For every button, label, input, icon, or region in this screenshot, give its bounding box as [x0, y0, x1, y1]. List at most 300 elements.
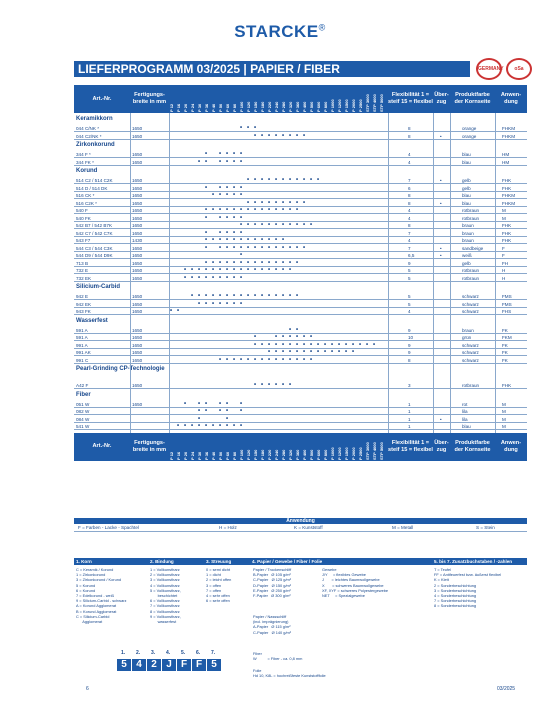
legend-folie: Folie Hd 10, K8L = hochreißfeste Kunststofffolie [253, 668, 326, 679]
grit-available-dot: • [268, 222, 271, 228]
grit-available-dot: • [212, 267, 215, 273]
grit-available-dot: • [247, 293, 250, 299]
grit-available-dot: • [303, 177, 306, 183]
header-fa: Produktfarbe der Kornseite [454, 439, 491, 453]
grit-available-dot: • [254, 356, 257, 363]
grit-available-dot: • [254, 259, 257, 266]
grit-available-dot: • [233, 184, 236, 191]
grit-available-dot: • [247, 259, 250, 266]
section-title: Korund [76, 168, 98, 174]
grit-available-dot: • [261, 244, 264, 251]
cell-breite: 1650 [132, 159, 143, 165]
banner-title: LIEFERPROGRAMM 03/2025 | PAPIER / FIBER [74, 61, 470, 77]
grit-available-dot: • [282, 244, 285, 251]
column-divider [450, 113, 451, 433]
header-an: Anwen-dung [500, 92, 522, 105]
anwendung-h: H = Holz [219, 525, 237, 530]
table-row [74, 401, 527, 408]
cell-breite: 1650 [132, 152, 143, 157]
cell-breite: 1650 [132, 350, 143, 355]
cell-anw: FHK [502, 185, 512, 191]
grit-available-dot: • [373, 341, 376, 348]
grit-available-dot: • [282, 259, 285, 266]
grit-available-dot: • [205, 267, 208, 273]
cell-art: 044 C2/NK * [76, 133, 102, 139]
grit-available-dot: • [240, 274, 243, 281]
grit-available-dot: • [310, 341, 313, 348]
grit-available-dot: • [296, 207, 299, 213]
cell-anw: M [502, 409, 506, 414]
cell-anw: M [502, 416, 506, 422]
column-divider [433, 113, 434, 433]
grit-available-dot: • [198, 267, 201, 273]
grit-available-dot: • [205, 214, 208, 221]
table-row [74, 185, 527, 192]
grit-available-dot: • [170, 308, 173, 314]
grit-available-dot: • [296, 349, 299, 355]
header-grit: P 180 [260, 101, 265, 112]
grit-available-dot: • [233, 423, 236, 429]
header-grit: P 1200 [337, 99, 342, 112]
section-title: Zirkonkorund [76, 142, 115, 148]
table-row [74, 416, 527, 423]
header-grit: P 240 [274, 449, 279, 460]
table-row [74, 215, 527, 222]
cell-flex: 1 [408, 409, 411, 414]
grit-available-dot: • [324, 341, 327, 348]
cell-flex: 5 [408, 294, 411, 299]
grit-available-dot: • [233, 229, 236, 236]
cell-flex: 9 [408, 327, 411, 333]
cell-art: 544 D9 / 544 D9K [76, 253, 113, 258]
header-grit: P 240 [274, 101, 279, 112]
header-an: Anwen-dung [500, 439, 522, 453]
grit-available-dot: • [317, 341, 320, 348]
grit-available-dot: • [303, 199, 306, 206]
grit-available-dot: • [240, 252, 243, 258]
cell-anw: F [502, 245, 505, 251]
grit-available-dot: • [205, 151, 208, 157]
grit-available-dot: • [268, 349, 271, 355]
table-row [74, 125, 527, 132]
grit-available-dot: • [268, 341, 271, 348]
cell-anw: FK [502, 327, 508, 333]
header-ue: Über-zug [434, 92, 449, 105]
column-divider [130, 113, 131, 433]
code-char: 5 [207, 659, 221, 671]
grit-available-dot: • [296, 177, 299, 183]
grit-available-dot: • [275, 267, 278, 273]
table-row [74, 267, 527, 274]
grit-available-dot: • [233, 214, 236, 221]
grit-available-dot: • [247, 207, 250, 213]
cell-ueber: • [440, 253, 442, 258]
grit-available-dot: • [226, 259, 229, 266]
badge-osa: oSa [506, 58, 532, 80]
grit-available-dot: • [254, 177, 257, 183]
cell-farbe: grün [462, 335, 472, 340]
cell-breite: 1650 [132, 230, 143, 236]
cell-flex: 7 [408, 245, 411, 251]
grit-available-dot: • [247, 222, 250, 228]
cell-flex: 1 [408, 401, 411, 407]
grit-available-dot: • [226, 267, 229, 273]
header-grit: P 60 [225, 451, 230, 460]
grit-available-dot: • [345, 341, 348, 348]
header-grit: P 1000 [330, 446, 335, 460]
grit-available-dot: • [191, 293, 194, 299]
table-row [74, 159, 527, 166]
grit-available-dot: • [233, 274, 236, 281]
grit-available-dot: • [296, 222, 299, 228]
grit-available-dot: • [268, 207, 271, 213]
grit-available-dot: • [219, 293, 222, 299]
grit-available-dot: • [261, 341, 264, 348]
cell-farbe: rot [462, 401, 468, 407]
grit-available-dot: • [219, 207, 222, 213]
legend-korn: C = Keramik / Korund 1 = Zirkonkorund 3 = Zirkonkorund / Korund 5 = Korund 6 = Korund 7 = Edelkorund - weiß 9 = Silicium-Carbid - schwarz A = Korund Agglomerat B = Korund Agglomerat C = Silicium-Carbid Agglomerat [76, 567, 127, 625]
cell-breite: 1650 [132, 253, 143, 258]
grit-available-dot: • [289, 349, 292, 355]
legend-bindung: 1 = Vollkunstharz 2 = Vollkunstharz 3 = Vollkunstharz 4 = Vollkunstharz 5 = Vollkunstharz, beschichtet 6 = Vollkunstharz 7 = Vollkunstharz 8 = Vollkunstharz 9 = Vollkunstharz, wasserfest [150, 567, 181, 625]
grit-available-dot: • [268, 259, 271, 266]
grit-available-dot: • [205, 400, 208, 407]
cell-breite: 1650 [132, 327, 143, 333]
grit-available-dot: • [240, 229, 243, 236]
grit-available-dot: • [261, 237, 264, 243]
cell-breite: 1650 [132, 335, 143, 340]
section-title: Silicium-Carbid [76, 284, 121, 290]
table-row [74, 408, 527, 415]
grit-available-dot: • [247, 125, 250, 131]
grit-available-dot: • [261, 132, 264, 139]
cell-farbe: rotbraun [462, 208, 480, 213]
code-char: F [177, 659, 191, 671]
grit-available-dot: • [275, 222, 278, 228]
grit-available-dot: • [289, 356, 292, 363]
cell-farbe: braun [462, 327, 474, 333]
header-grit: P 500 [309, 449, 314, 460]
header-grit: P 36 [204, 451, 209, 460]
grit-available-dot: • [226, 274, 229, 281]
grit-available-dot: • [240, 400, 243, 407]
grit-available-dot: • [254, 341, 257, 348]
grit-available-dot: • [289, 207, 292, 213]
legend-h5: 5. bis 7. Zusatzbuchstaben / -zahlen [434, 559, 513, 564]
cell-farbe: sandbeige [462, 245, 484, 251]
grit-available-dot: • [254, 199, 257, 206]
code-position: 2. [136, 650, 141, 656]
grit-available-dot: • [303, 349, 306, 355]
grit-available-dot: • [282, 177, 285, 183]
grit-available-dot: • [310, 177, 313, 183]
legend-bar [74, 558, 527, 565]
grit-available-dot: • [198, 293, 201, 299]
grit-available-dot: • [226, 237, 229, 243]
cell-anw: HM [502, 159, 510, 165]
cell-farbe: orange [462, 133, 477, 139]
grit-available-dot: • [275, 334, 278, 340]
cell-anw: FMS [502, 294, 512, 299]
table-row [74, 293, 527, 300]
header-flex: Flexibilität 1 = steif 15 = flexibel [388, 92, 433, 105]
grit-available-dot: • [289, 293, 292, 299]
cell-anw: FHS [502, 309, 512, 314]
grit-available-dot: • [289, 199, 292, 206]
page-number: 6 [86, 686, 89, 692]
grit-available-dot: • [198, 415, 201, 422]
grit-available-dot: • [303, 341, 306, 348]
header-grit: P 50 [218, 451, 223, 460]
grit-available-dot: • [219, 274, 222, 281]
cell-farbe: gelb [462, 260, 471, 266]
grit-available-dot: • [205, 244, 208, 251]
grit-available-dot: • [261, 293, 264, 299]
cell-breite: 1650 [132, 245, 143, 251]
header-grit: P 16 [176, 103, 181, 112]
grit-available-dot: • [261, 222, 264, 228]
cell-ueber: • [440, 416, 442, 422]
cell-farbe: braun [462, 238, 474, 243]
grit-available-dot: • [268, 244, 271, 251]
cell-farbe: schwarz [462, 309, 479, 314]
legend-papier-nass: Papier / Nassschliff (incl. imprägnierung) A-Papier Ø 115 g/m² C-Papier Ø 140 g/m² [253, 614, 292, 635]
grit-available-dot: • [233, 207, 236, 213]
grit-available-dot: • [254, 334, 257, 340]
grit-available-dot: • [198, 400, 201, 407]
code-position: 1. [121, 650, 126, 656]
grit-available-dot: • [275, 293, 278, 299]
cell-anw: M [502, 215, 506, 221]
cell-art: 082 W [76, 409, 90, 414]
header-grit: P 800 [323, 101, 328, 112]
grit-available-dot: • [303, 132, 306, 139]
grit-available-dot: • [247, 199, 250, 206]
grit-available-dot: • [205, 229, 208, 236]
header-grit: STP 3000 [365, 94, 370, 112]
grit-available-dot: • [352, 349, 355, 355]
grit-available-dot: • [296, 259, 299, 266]
header-grit: P 180 [260, 449, 265, 460]
cell-flex: 1 [408, 416, 411, 422]
grit-available-dot: • [275, 237, 278, 243]
grit-available-dot: • [226, 151, 229, 157]
header-grit: STP 4000 [372, 94, 377, 112]
cell-flex: 5 [408, 301, 411, 307]
table-row [74, 151, 527, 158]
grit-available-dot: • [219, 151, 222, 157]
grit-available-dot: • [261, 207, 264, 213]
grit-available-dot: • [226, 300, 229, 307]
cell-flex: 8 [408, 133, 411, 139]
grit-available-dot: • [212, 423, 215, 429]
grit-available-dot: • [226, 229, 229, 236]
grit-available-dot: • [219, 229, 222, 236]
grit-available-dot: • [317, 349, 320, 355]
cell-flex: 9 [408, 350, 411, 355]
cell-flex: 1 [408, 424, 411, 429]
cell-breite: 1650 [132, 178, 143, 183]
table-row [74, 260, 527, 267]
code-char: 4 [132, 659, 146, 671]
grit-available-dot: • [191, 274, 194, 281]
cell-breite: 1650 [132, 309, 143, 314]
grit-available-dot: • [247, 244, 250, 251]
grit-available-dot: • [282, 199, 285, 206]
grit-available-dot: • [198, 158, 201, 165]
cell-farbe: lila [462, 416, 468, 422]
cell-breite: 1430 [132, 238, 143, 243]
grit-available-dot: • [240, 158, 243, 165]
grit-available-dot: • [268, 177, 271, 183]
grit-available-dot: • [289, 334, 292, 340]
grit-available-dot: • [191, 267, 194, 273]
cell-art: 084 W [76, 416, 90, 422]
cell-art: 514 D / 514 DK [76, 185, 108, 191]
cell-flex: 9 [408, 342, 411, 348]
grit-available-dot: • [226, 423, 229, 429]
cell-anw: FHK [502, 383, 512, 388]
header-grit: P 30 [197, 103, 202, 112]
cell-anw: H [502, 268, 506, 273]
header-grit: P 150 [253, 449, 258, 460]
grit-available-dot: • [282, 356, 285, 363]
cell-anw: FHKM [502, 200, 516, 206]
anwendung-legend [74, 525, 527, 532]
grit-available-dot: • [254, 267, 257, 273]
cell-breite: 1650 [132, 383, 143, 388]
grit-available-dot: • [289, 132, 292, 139]
cell-farbe: schwarz [462, 350, 479, 355]
grit-available-dot: • [212, 293, 215, 299]
grit-available-dot: • [324, 349, 327, 355]
header-grit: P 1000 [330, 99, 335, 112]
anwendung-s: S = Stein [476, 525, 495, 530]
code-char: F [192, 659, 206, 671]
cell-farbe: schwarz [462, 294, 479, 299]
cell-farbe: orange [462, 126, 477, 131]
header-grit: P 24 [190, 451, 195, 460]
grit-available-dot: • [212, 300, 215, 307]
grit-available-dot: • [240, 356, 243, 363]
grit-available-dot: • [219, 356, 222, 363]
grit-available-dot: • [296, 132, 299, 139]
cell-farbe: schwarz [462, 357, 479, 363]
grit-available-dot: • [240, 267, 243, 273]
grit-available-dot: • [240, 192, 243, 198]
grit-available-dot: • [233, 356, 236, 363]
cell-art: 516 C2K * [76, 200, 97, 206]
header-grit: P 80 [232, 103, 237, 112]
grit-available-dot: • [275, 341, 278, 348]
grit-available-dot: • [289, 259, 292, 266]
grit-available-dot: • [289, 222, 292, 228]
grit-available-dot: • [254, 293, 257, 299]
grit-available-dot: • [226, 400, 229, 407]
cell-anw: FMS [502, 301, 512, 307]
grit-available-dot: • [247, 267, 250, 273]
cell-art: 732 E [76, 268, 89, 273]
header-grit: P 24 [190, 103, 195, 112]
cell-art: 942 EK [76, 301, 92, 307]
grit-available-dot: • [275, 207, 278, 213]
cell-breite: 1650 [132, 193, 143, 198]
header-grit: P 360 [295, 101, 300, 112]
cell-art: 544 C3 / 544 C3K [76, 245, 113, 251]
grit-available-dot: • [296, 341, 299, 348]
header-grit: P 1200 [337, 446, 342, 460]
grit-available-dot: • [254, 132, 257, 139]
grit-available-dot: • [205, 237, 208, 243]
cell-flex: 4 [408, 309, 411, 314]
grit-available-dot: • [289, 267, 292, 273]
header-br: Fertigungs-breite in mm [132, 92, 167, 105]
header-grit: P 50 [218, 103, 223, 112]
header-grit: P 120 [246, 449, 251, 460]
grit-available-dot: • [289, 341, 292, 348]
grit-available-dot: • [261, 356, 264, 363]
grit-available-dot: • [212, 192, 215, 198]
grit-available-dot: • [296, 334, 299, 340]
cell-farbe: rotbraun [462, 215, 480, 221]
cell-farbe: rotbraun [462, 275, 480, 281]
legend-h2: 2. Bindung [150, 559, 174, 564]
grit-available-dot: • [303, 222, 306, 228]
cell-ueber: • [440, 133, 442, 139]
grit-available-dot: • [261, 382, 264, 388]
grit-available-dot: • [191, 423, 194, 429]
grit-available-dot: • [247, 177, 250, 183]
footer-date: 03/2025 [497, 686, 516, 692]
table-row [74, 222, 527, 229]
grit-available-dot: • [184, 423, 187, 429]
header-grit: P 60 [225, 103, 230, 112]
grit-available-dot: • [226, 214, 229, 221]
cell-anw: FH [502, 260, 509, 266]
grit-available-dot: • [275, 199, 278, 206]
cell-ueber: • [440, 178, 442, 183]
grit-available-dot: • [219, 237, 222, 243]
cell-anw: FK [502, 357, 508, 363]
cell-breite: 1650 [132, 401, 143, 407]
grit-available-dot: • [219, 158, 222, 165]
cell-farbe: rotbraun [462, 268, 480, 273]
grit-available-dot: • [205, 300, 208, 307]
table-header-1 [74, 433, 527, 461]
grit-available-dot: • [289, 177, 292, 183]
grit-available-dot: • [296, 326, 299, 333]
cell-art: 344 FK * [76, 159, 94, 165]
cell-farbe: gelb [462, 185, 471, 191]
table-row [74, 334, 527, 341]
cell-breite: 1650 [132, 301, 143, 307]
column-divider [169, 113, 173, 433]
grit-available-dot: • [226, 408, 229, 414]
grit-available-dot: • [275, 349, 278, 355]
code-position: 4. [166, 650, 171, 656]
cell-art: 732 EK [76, 275, 92, 281]
grit-available-dot: • [184, 267, 187, 273]
cell-anw: FK [502, 350, 508, 355]
legend-h3: 3. Streuung [206, 559, 232, 564]
grit-available-dot: • [261, 259, 264, 266]
header-grit: P 12 [169, 103, 174, 112]
grit-available-dot: • [226, 244, 229, 251]
grit-available-dot: • [268, 199, 271, 206]
grit-available-dot: • [268, 237, 271, 243]
grit-available-dot: • [219, 300, 222, 307]
grit-available-dot: • [219, 184, 222, 191]
